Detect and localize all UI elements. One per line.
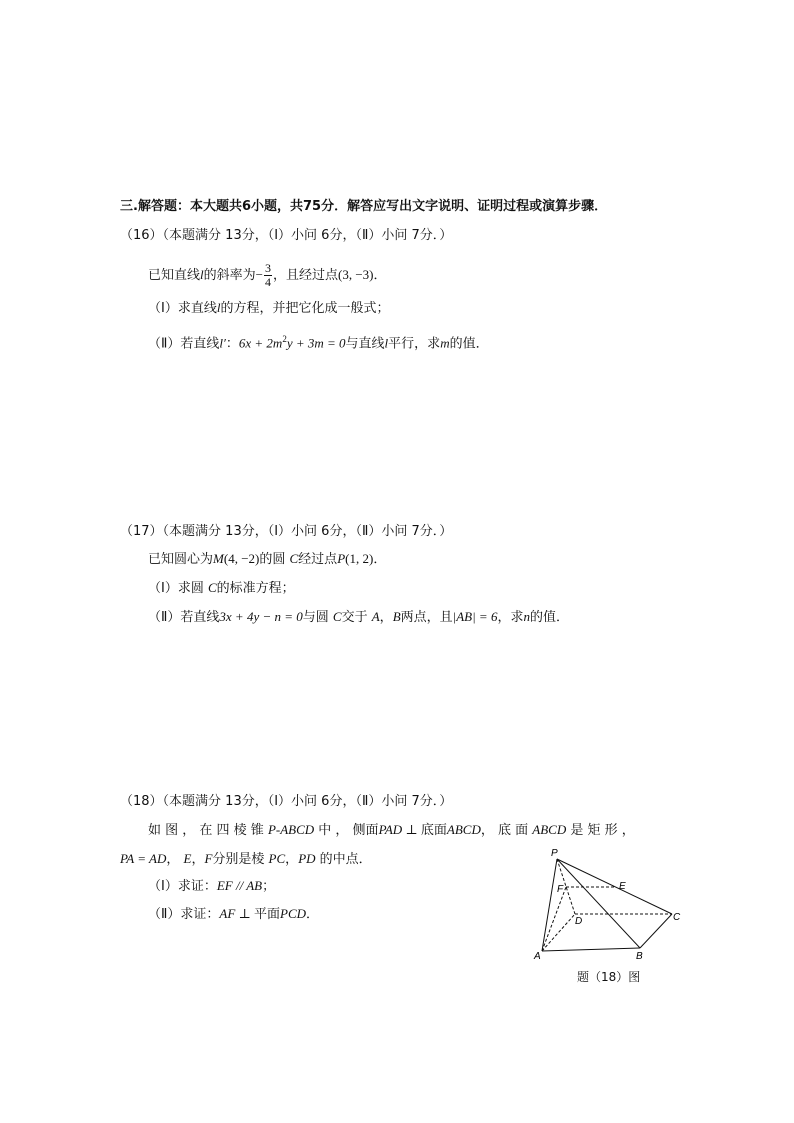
q18-p1-end: ； xyxy=(262,879,276,894)
q17-p2-n: n xyxy=(523,609,530,624)
q17-p2-text-c: 交于 xyxy=(341,610,372,625)
section-header: 三.解答题：本大题共6小题，共75分．解答应写出文字说明、证明过程或演算步骤． xyxy=(120,199,608,214)
q18-stem2-PC: PC xyxy=(268,851,286,866)
q17-p2-B: B xyxy=(392,609,401,624)
q18-stem2-comma: ， xyxy=(191,852,205,867)
q18-p2-end: ． xyxy=(306,907,320,922)
q16-p1-text-a: （Ⅰ）求直线 xyxy=(148,301,217,316)
q18-figure-caption: 题（18）图 xyxy=(577,970,641,984)
q18-stem-line2 xyxy=(120,850,372,869)
label-F: F xyxy=(557,884,564,895)
q16-p2-m: m xyxy=(440,335,450,351)
q18-stem1-text-c: 底面 xyxy=(420,823,447,838)
q16-header: （16）（本题满分 13分，（Ⅰ）小问 6分，（Ⅱ）小问 7分．） xyxy=(120,228,453,243)
q16-p1-text-b: 的方程，并把它化成一般式； xyxy=(220,301,390,316)
q17-part2 xyxy=(148,608,569,627)
edge-BC xyxy=(640,914,672,948)
q16-p2-end: 的值． xyxy=(449,336,489,352)
q18-stem1-pad: PAD xyxy=(378,822,403,837)
q16-stem xyxy=(148,262,387,289)
q16-stem-text-b: 的斜率为 xyxy=(203,268,256,283)
q18-pyramid-figure xyxy=(520,845,700,975)
q18-stem1-text-d: ， 底 面 xyxy=(480,823,533,838)
q16-p2-eq-b: y + 3m = 0 xyxy=(286,335,346,351)
q17-p1-text-a: （Ⅰ）求圆 xyxy=(148,581,208,596)
q17-p2-eq: 3x + 4y − n = 0 xyxy=(219,609,303,624)
label-P: P xyxy=(551,848,558,859)
q16-part1 xyxy=(148,299,389,318)
edge-PB xyxy=(557,859,640,948)
q18-p2-AF: AF xyxy=(219,906,236,921)
q16-p2-eq-sup: 2 xyxy=(282,334,287,344)
q18-stem-line1 xyxy=(148,821,635,840)
q17-stem-text-b: 的圆 xyxy=(259,552,290,567)
q16-frac-num: 3 xyxy=(265,261,271,275)
q17-p2-end: 的值． xyxy=(529,610,569,625)
q16-point: (3, −3) xyxy=(338,267,374,282)
q18-stem2-text-b: 分别是棱 xyxy=(212,852,269,867)
q18-part1 xyxy=(148,877,275,896)
q16-minus: − xyxy=(255,267,263,282)
q18-p1-text-a: （Ⅰ）求证： xyxy=(148,879,217,894)
q18-p2-perp: ⊥ xyxy=(235,906,255,921)
q18-stem2-text-a: ， xyxy=(166,852,184,867)
q18-p2-text-b: 平面 xyxy=(254,907,281,922)
q18-stem2-text-c: 的中点． xyxy=(315,852,372,867)
q17-stem xyxy=(148,550,386,569)
q18-stem2-E: E xyxy=(183,851,192,866)
q17-stem-M-point: (4, −2) xyxy=(223,551,260,566)
q17-p1-text-b: 的标准方程； xyxy=(216,581,295,596)
q16-p2-colon: ： xyxy=(225,336,239,352)
edge-AB xyxy=(542,948,640,951)
q16-part2 xyxy=(148,330,489,353)
label-B: B xyxy=(636,951,643,962)
q18-p1-eq: EF // AB xyxy=(216,878,263,893)
q16-p2-lprime: l′ xyxy=(219,335,226,351)
q17-p1-C: C xyxy=(207,580,217,595)
q17-header: （17）（本题满分 13分，（Ⅰ）小问 6分，（Ⅱ）小问 7分．） xyxy=(120,524,453,539)
q18-stem1-text-b: 中 ， 侧面 xyxy=(314,823,379,838)
q17-stem-C: C xyxy=(289,551,299,566)
label-E: E xyxy=(619,881,626,892)
q18-stem1-abcd: ABCD xyxy=(446,822,481,837)
q18-stem1-abcd2: ABCD xyxy=(532,822,567,837)
q18-p2-PCD: PCD xyxy=(280,906,307,921)
q17-part1 xyxy=(148,579,295,598)
edge-PA xyxy=(542,859,557,951)
q18-p2-text-a: （Ⅱ）求证： xyxy=(148,907,220,922)
q18-stem2-eq: PA = AD xyxy=(120,851,167,866)
q18-stem1-text-a: 如 图 ， 在 四 棱 锥 xyxy=(148,823,268,838)
q16-p2-l: l xyxy=(384,335,389,351)
q16-p1-l: l xyxy=(216,300,221,315)
q16-p2-text-b: 与直线 xyxy=(345,336,385,352)
q17-stem-end: ． xyxy=(373,552,387,567)
q16-stem-l: l xyxy=(200,267,204,282)
label-D: D xyxy=(575,916,583,927)
q18-stem1-text-e: 是 矩 形 ， xyxy=(566,823,635,838)
q17-p2-abs: |AB| = 6 xyxy=(452,609,498,624)
edge-PC xyxy=(557,859,672,914)
q17-stem-text-c: 经过点 xyxy=(298,552,338,567)
q18-stem1-pyramid: P-ABCD xyxy=(267,822,315,837)
q17-stem-text-a: 已知圆心为 xyxy=(148,552,214,567)
q17-p2-text-d: 两点，且 xyxy=(400,610,453,625)
q17-p2-text-a: （Ⅱ）若直线 xyxy=(148,610,220,625)
label-C: C xyxy=(673,912,681,923)
q17-p2-text-b: 与圆 xyxy=(302,610,333,625)
q18-stem2-F: F xyxy=(204,851,213,866)
q16-p2-text-c: 平行，求 xyxy=(388,336,441,352)
q16-p2-text-a: （Ⅱ）若直线 xyxy=(148,336,220,352)
q16-stem-text-a: 已知直线 xyxy=(148,268,201,283)
segment-AF xyxy=(542,887,566,951)
q17-p2-C: C xyxy=(332,609,342,624)
q17-p2-comma: ， xyxy=(379,610,393,625)
q16-stem-text-c: ，且经过点 xyxy=(273,268,339,283)
q18-part2 xyxy=(148,905,319,924)
q18-header: （18）（本题满分 13分，（Ⅰ）小问 6分，（Ⅱ）小问 7分．） xyxy=(120,794,453,809)
q17-p2-A: A xyxy=(371,609,380,624)
q17-stem-P-point: (1, 2) xyxy=(345,551,374,566)
q17-stem-M: M xyxy=(213,551,224,566)
label-A: A xyxy=(534,951,541,962)
q17-p2-text-e: ，求 xyxy=(497,610,524,625)
q18-stem2-PD: PD xyxy=(298,851,316,866)
q16-stem-end: ． xyxy=(373,268,387,283)
q16-frac-den: 4 xyxy=(265,275,271,289)
q16-p2-eq-a: 6x + 2m xyxy=(238,335,283,351)
q18-stem1-perp: ⊥ xyxy=(402,822,421,837)
q16-fraction xyxy=(264,262,272,289)
q17-stem-P: P xyxy=(337,551,346,566)
q18-stem2-comma2: ， xyxy=(285,852,299,867)
